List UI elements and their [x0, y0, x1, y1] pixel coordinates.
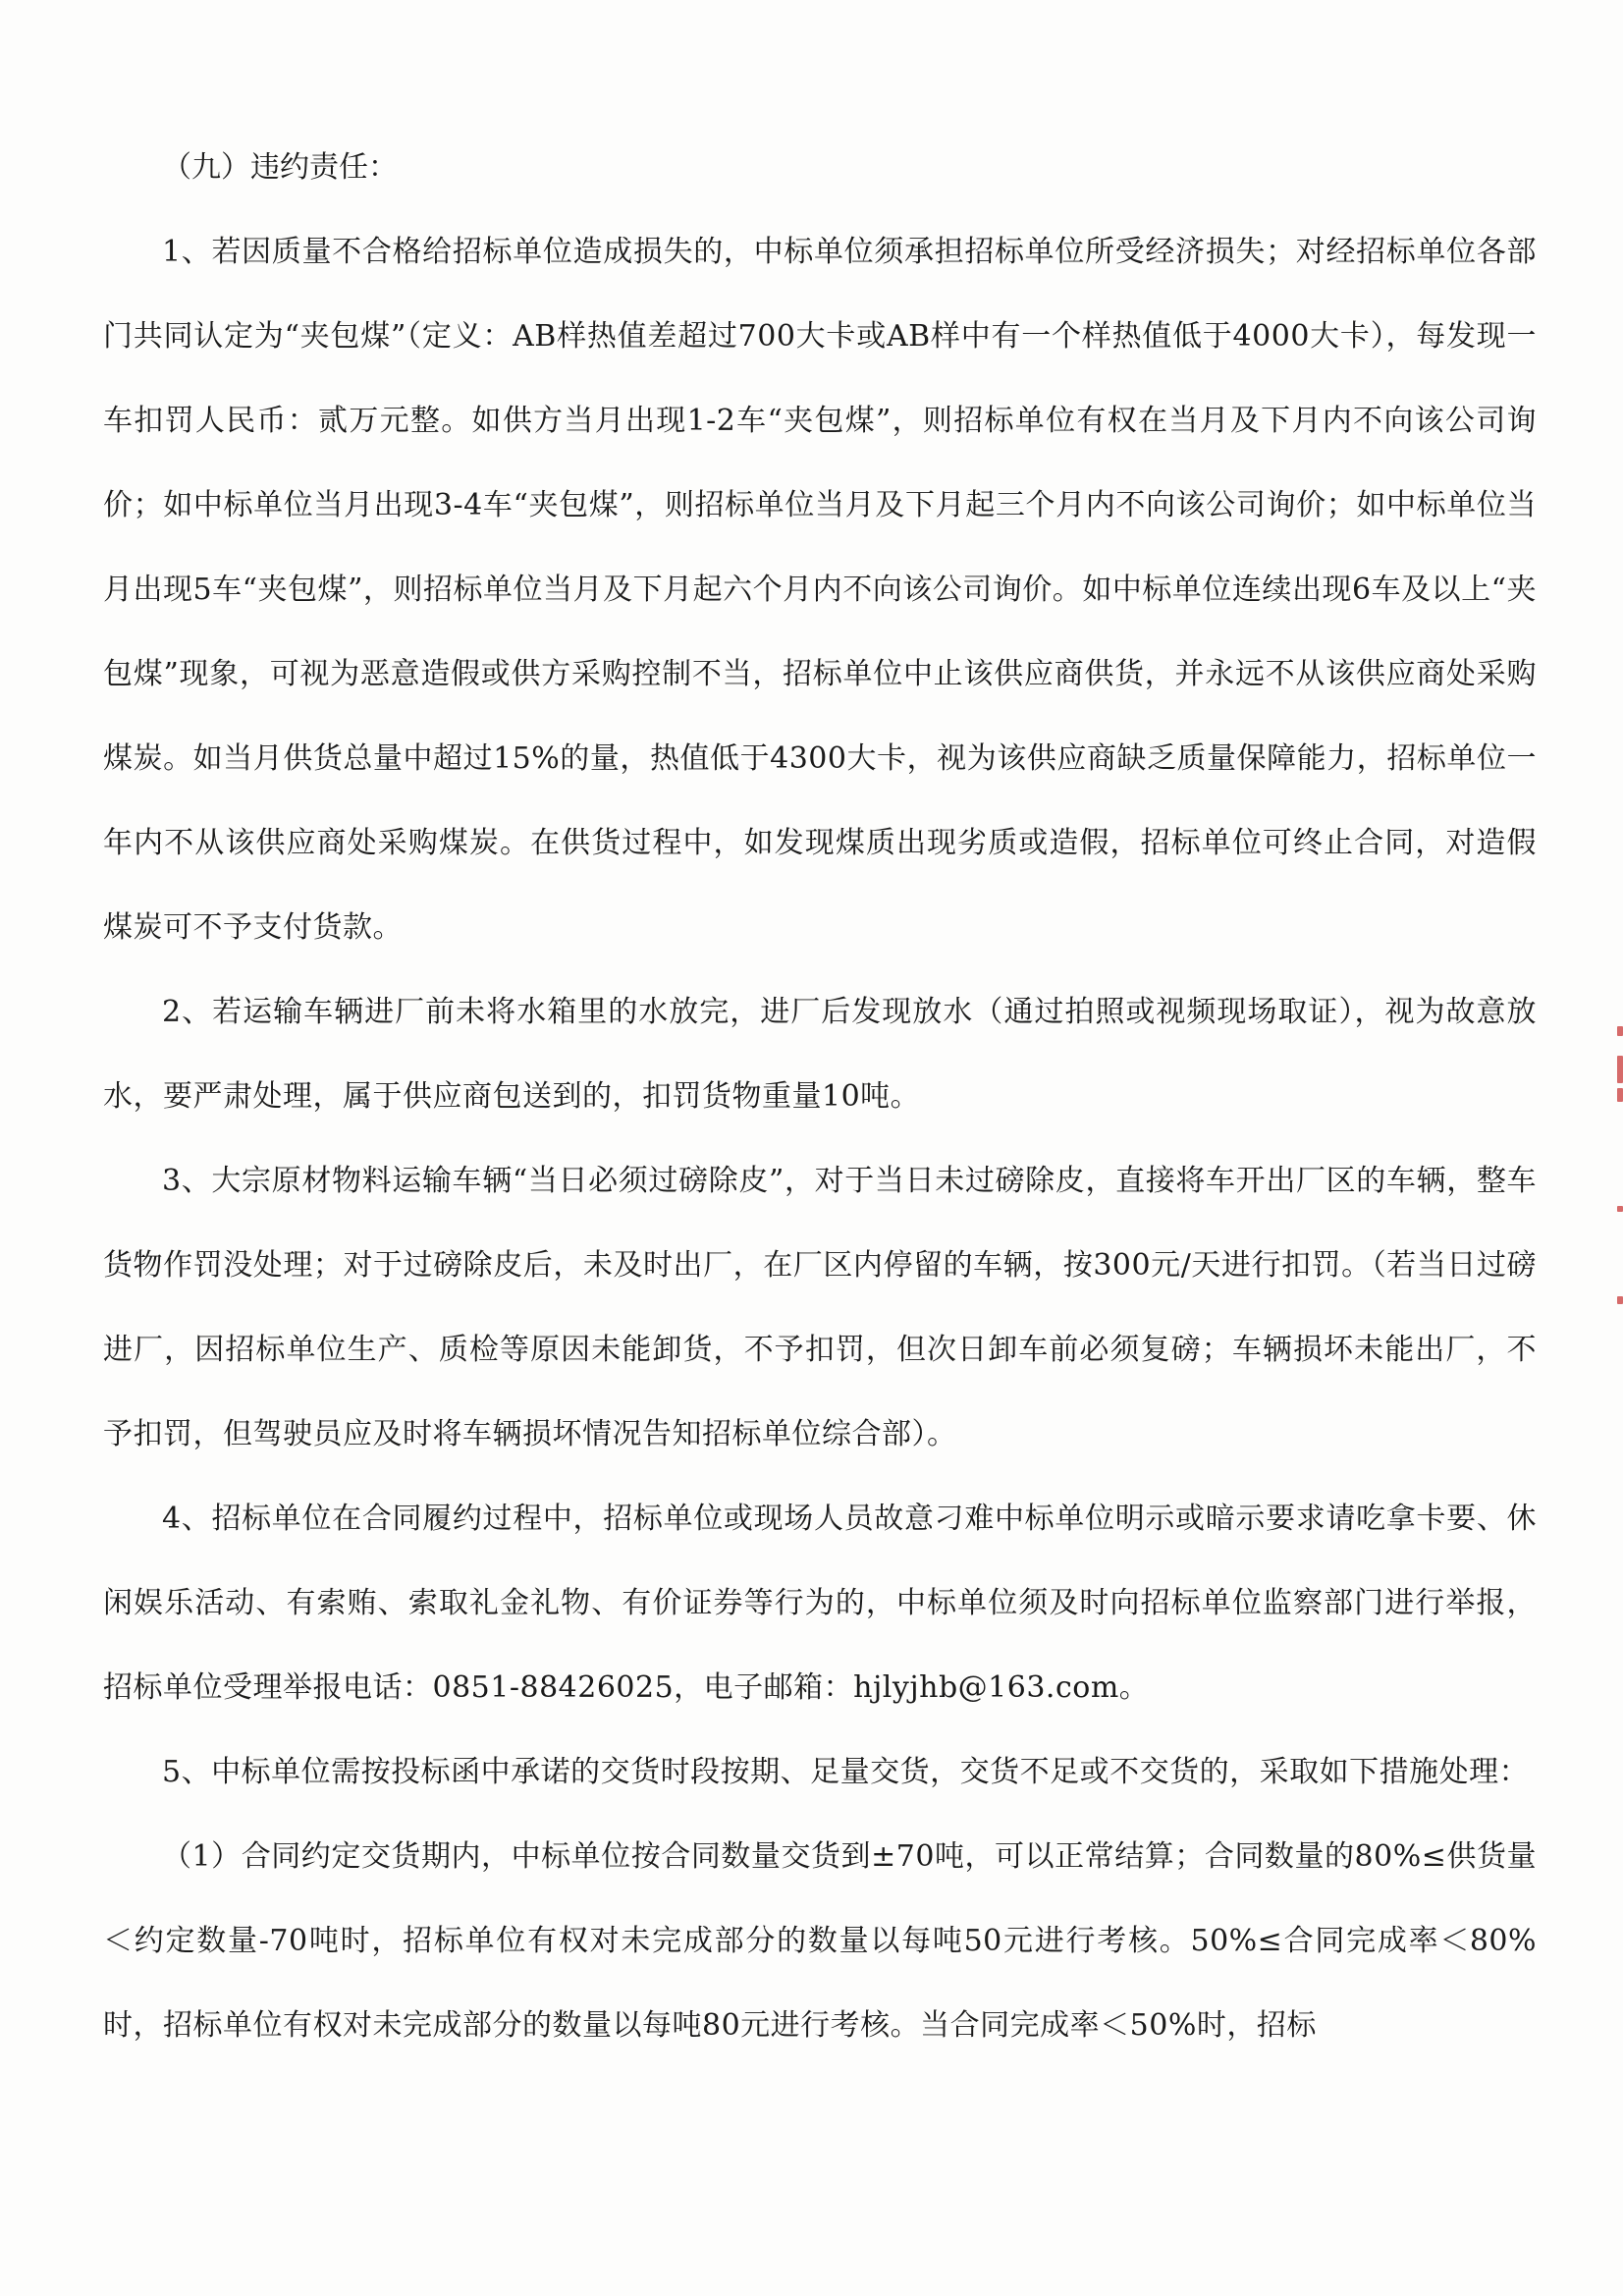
- document-body: [103, 126, 1537, 2068]
- paragraph-5-1: （1）合同约定交货期内，中标单位按合同数量交货到±70吨，可以正常结算；合同数量的80%≤供货量＜约定数量-70吨时，招标单位有权对未完成部分的数量以每吨50元进行考核。50%≤合同完成率＜80%时，招标单位有权对未完成部分的数量以每吨80元进行考核。当合同完成率＜50%时，招标: [103, 1839, 1537, 2043]
- paragraph-2: 2、若运输车辆进厂前未将水箱里的水放完，进厂后发现放水（通过拍照或视频现场取证），视为故意放水，要严肃处理，属于供应商包送到的，扣罚货物重量10吨。: [103, 995, 1537, 1114]
- seal-edge-mark: [1617, 1206, 1623, 1212]
- paragraph-5: 5、中标单位需按投标函中承诺的交货时段按期、足量交货，交货不足或不交货的，采取如下措施处理：: [162, 1755, 1530, 1789]
- seal-edge-mark: [1617, 1296, 1623, 1304]
- seal-edge-mark: [1617, 1088, 1623, 1102]
- paragraph-4: 4、招标单位在合同履约过程中，招标单位或现场人员故意刁难中标单位明示或暗示要求请吃拿卡要、休闲娱乐活动、有索贿、索取礼金礼物、有价证券等行为的，中标单位须及时向招标单位监察部门进行举报，招标单位受理举报电话：0851-88426025，电子邮箱：hjlyjhb@163.com。: [103, 1502, 1537, 1705]
- section-title: （九）违约责任：: [162, 150, 398, 185]
- paragraph-1: 1、若因质量不合格给招标单位造成损失的，中标单位须承担招标单位所受经济损失；对经招标单位各部门共同认定为“夹包煤”（定义：AB样热值差超过700大卡或AB样中有一个样热值低于4000大卡），每发现一车扣罚人民币：贰万元整。如供方当月出现1-2车“夹包煤”，则招标单位有权在当月及下月内不向该公司询价；如中标单位当月出现3-4车“夹包煤”，则招标单位当月及下月起三个月内不向该公司询价；如中标单位当月出现5车“夹包煤”，则招标单位当月及下月起六个月内不向该公司询价。如中标单位连续出现6车及以上“夹包煤”现象，可视为恶意造假或供方采购控制不当，招标单位中止该供应商供货，并永远不从该供应商处采购煤炭。如当月供货总量中超过15%的量，热值低于4300大卡，视为该供应商缺乏质量保障能力，招标单位一年内不从该供应商处采购煤炭。在供货过程中，如发现煤质出现劣质或造假，招标单位可终止合同，对造假煤炭可不予支付货款。: [103, 235, 1537, 945]
- paragraph-3: 3、大宗原材物料运输车辆“当日必须过磅除皮”，对于当日未过磅除皮，直接将车开出厂区的车辆，整车货物作罚没处理；对于过磅除皮后，未及时出厂，在厂区内停留的车辆，按300元/天进行扣罚。（若当日过磅进厂，因招标单位生产、质检等原因未能卸货，不予扣罚，但次日卸车前必须复磅；车辆损坏未能出厂，不予扣罚，但驾驶员应及时将车辆损坏情况告知招标单位综合部）。: [103, 1164, 1537, 1451]
- seal-edge-mark: [1617, 1056, 1623, 1083]
- seal-edge-mark: [1617, 1026, 1623, 1036]
